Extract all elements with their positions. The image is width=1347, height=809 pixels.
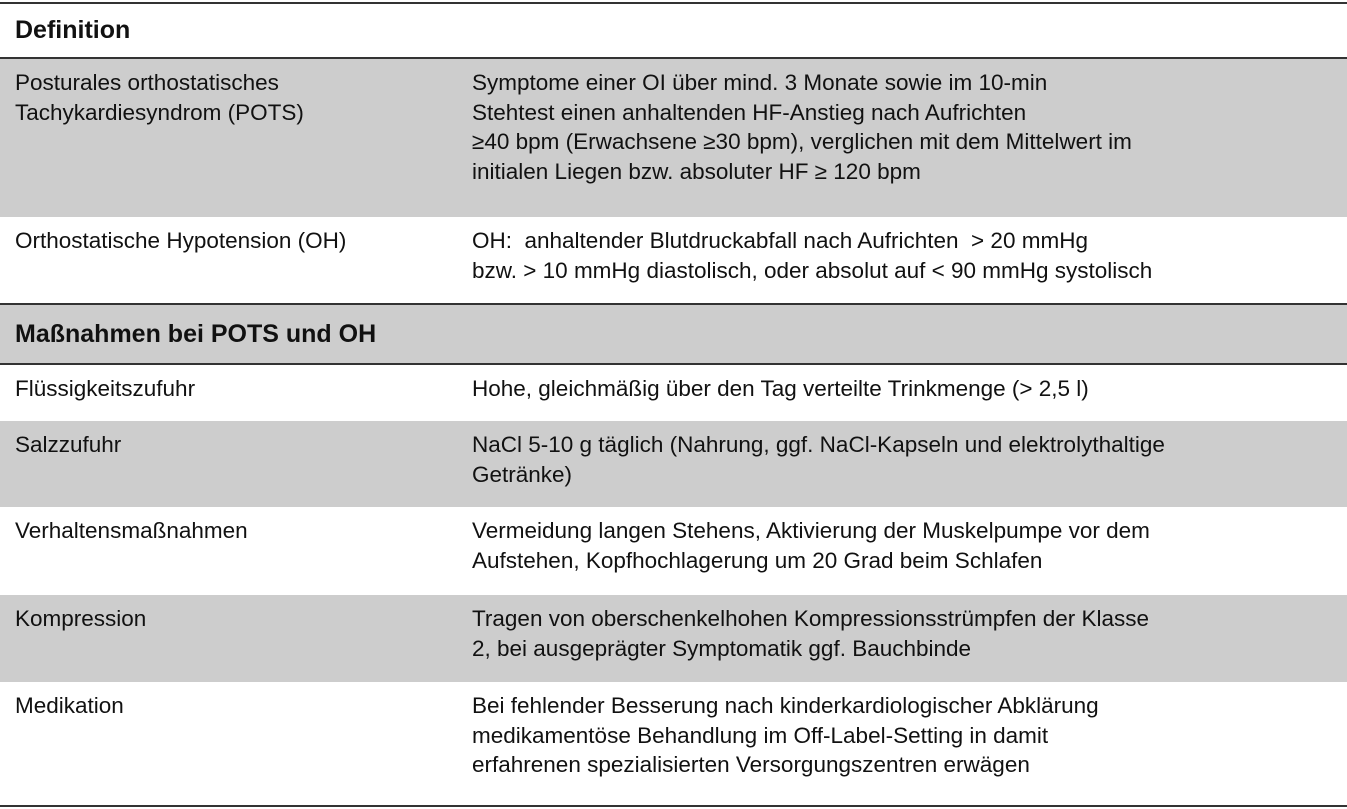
row-term: Salzzufuhr bbox=[15, 432, 122, 457]
row-description: Tragen von oberschenkelhohen Kompressionsstrümpfen der Klasse 2, bei ausgeprägter Symptomatik ggf. Bauchbinde bbox=[472, 606, 1150, 661]
table-row bbox=[0, 365, 1347, 421]
row-description: NaCl 5-10 g täglich (Nahrung, ggf. NaCl-Kapseln und elektrolythaltige Getränke) bbox=[472, 432, 1165, 487]
table-row bbox=[0, 421, 1347, 507]
row-description: Vermeidung langen Stehens, Aktivierung der Muskelpumpe vor dem Aufstehen, Kopfhochlagerung um 20 Grad beim Schlafen bbox=[472, 518, 1150, 573]
row-description: Hohe, gleichmäßig über den Tag verteilte Trinkmenge (> 2,5 l) bbox=[472, 376, 1089, 401]
row-term: Posturales orthostatisches Tachykardiesyndrom (POTS) bbox=[15, 70, 304, 125]
table-row bbox=[0, 59, 1347, 217]
row-term: Orthostatische Hypotension (OH) bbox=[15, 228, 347, 253]
row-description: OH: anhaltender Blutdruckabfall nach Aufrichten > 20 mmHg bzw. > 10 mmHg diastolisch, oder absolut auf < 90 mmHg systolisch bbox=[472, 228, 1153, 283]
table-row bbox=[0, 507, 1347, 595]
row-term: Kompression bbox=[15, 606, 147, 631]
row-term: Verhaltensmaßnahmen bbox=[15, 518, 248, 543]
row-term: Medikation bbox=[15, 693, 124, 718]
table-row bbox=[0, 595, 1347, 682]
table-row bbox=[0, 682, 1347, 805]
section-header-definition: Definition bbox=[0, 4, 1347, 59]
row-description: Symptome einer OI über mind. 3 Monate sowie im 10-min Stehtest einen anhaltenden HF-Anstieg nach Aufrichten ≥40 bpm (Erwachsene ≥30 bpm), verglichen mit dem Mittelwert im initialen Liegen bzw. absoluter HF ≥ 120 bpm bbox=[472, 70, 1132, 184]
section-header-measures: Maßnahmen bei POTS und OH bbox=[0, 303, 1347, 365]
row-term: Flüssigkeitszufuhr bbox=[15, 376, 196, 401]
pots-oh-table bbox=[0, 2, 1347, 807]
table-row bbox=[0, 217, 1347, 303]
row-description: Bei fehlender Besserung nach kinderkardiologischer Abklärung medikamentöse Behandlung im Off-Label-Setting in damit erfahrenen spezialisierten Versorgungszentren erwägen bbox=[472, 693, 1099, 777]
